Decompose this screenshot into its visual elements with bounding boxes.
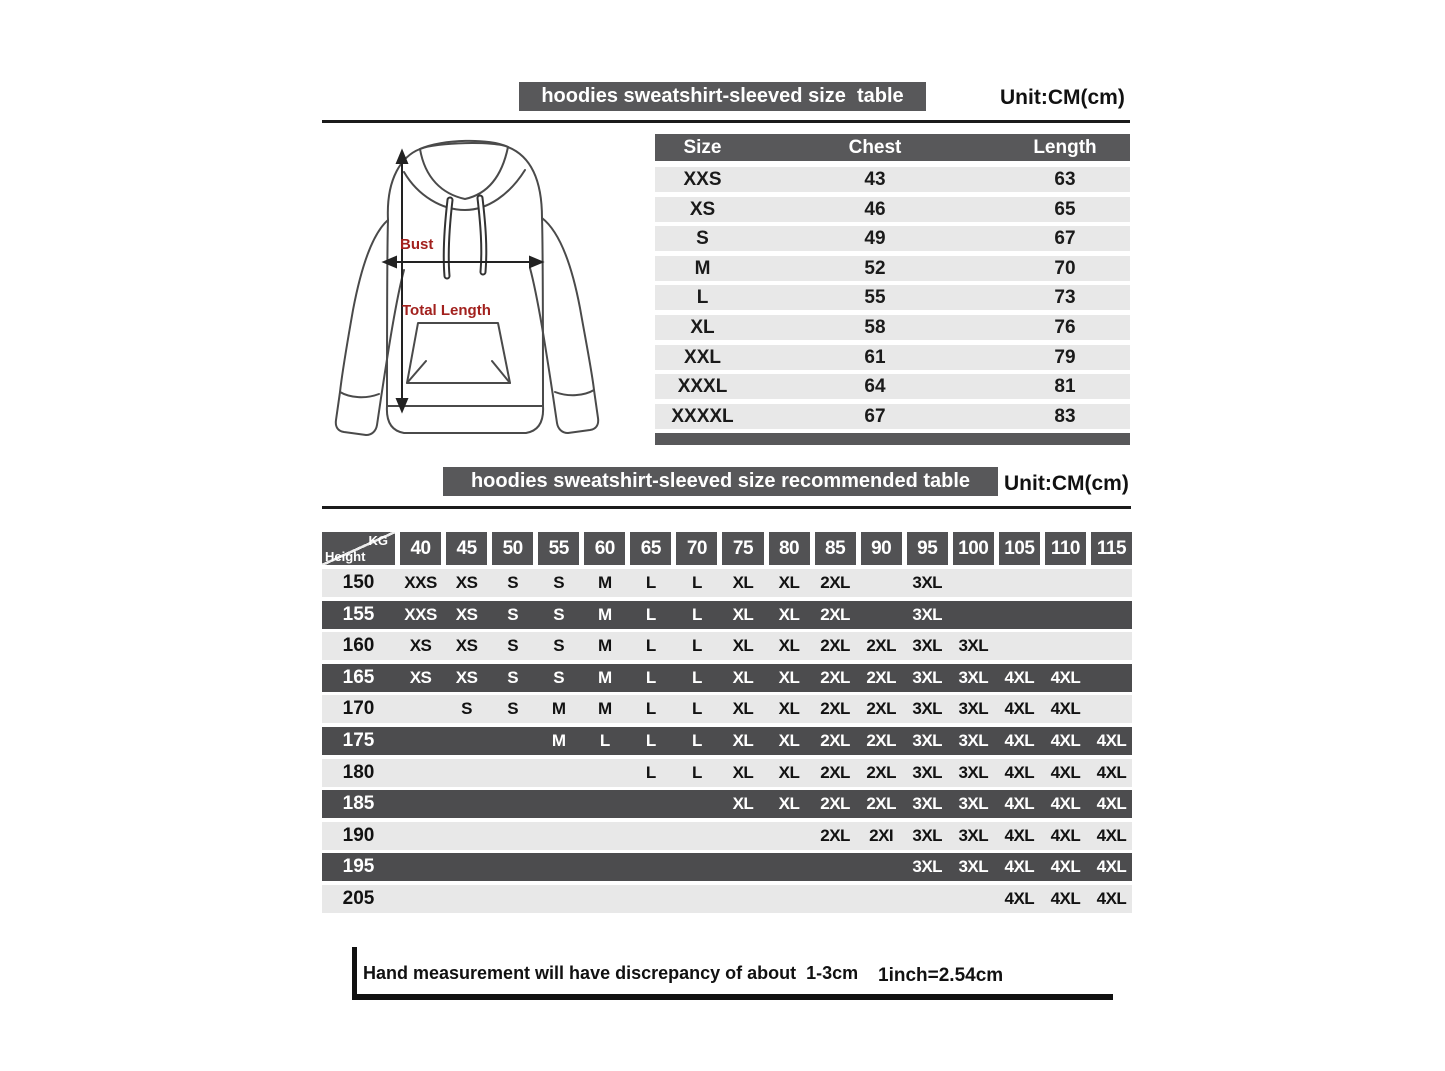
recommend-size-cell: XL	[778, 699, 800, 719]
weight-header-cell: 90	[861, 532, 902, 565]
size-table-cell-size: L	[696, 287, 709, 309]
recommend-table-title: hoodies sweatshirt-sleeved size recommended table	[470, 470, 971, 492]
size-table-row	[655, 197, 1130, 222]
recommend-size-cell: L	[599, 730, 610, 750]
recommend-size-cell: L	[645, 667, 656, 687]
recommend-size-cell: 4XL	[1096, 825, 1127, 845]
size-table-cell-chest: 64	[864, 376, 886, 398]
weight-header-cell: 115	[1091, 532, 1132, 565]
recommend-size-cell: M	[597, 699, 612, 719]
size-table-cell-size: XXXL	[677, 376, 728, 398]
recommend-table-row	[322, 664, 1132, 692]
recommend-size-cell: 2XL	[820, 794, 850, 814]
recommend-size-cell: 2XL	[820, 573, 850, 592]
recommend-size-cell: 4XL	[1004, 699, 1035, 719]
recommend-size-cell: XL	[778, 730, 800, 750]
recommend-size-cell: 4XL	[1004, 888, 1035, 908]
recommend-size-cell: 4XL	[1096, 730, 1127, 750]
height-row-label: 205	[342, 887, 375, 909]
recommend-size-cell: XS	[455, 636, 478, 656]
recommend-size-cell: 4XL	[1004, 825, 1035, 845]
recommend-size-cell: XXS	[404, 604, 437, 624]
size-table-cell-length: 70	[1054, 257, 1076, 279]
unit-label-bottom: Unit:CM(cm)	[1004, 472, 1129, 495]
recommend-size-cell: 4XL	[1050, 888, 1081, 908]
recommend-size-cell: L	[645, 604, 656, 624]
recommend-table-row	[322, 569, 1132, 597]
recommend-size-cell: XL	[732, 794, 754, 814]
size-table-cell-chest: 55	[864, 287, 886, 309]
recommend-table-row	[322, 632, 1132, 660]
recommend-size-cell: XL	[732, 762, 754, 782]
footer-corner-vertical-bar	[352, 947, 357, 999]
size-table-row	[655, 167, 1130, 192]
recommend-size-cell: XL	[778, 762, 800, 782]
recommend-size-cell: 4XL	[1004, 730, 1035, 750]
recommend-size-cell: L	[691, 699, 702, 719]
weight-header-cell: 60	[584, 532, 625, 565]
recommend-size-cell: XL	[732, 573, 754, 592]
recommend-size-cell: S	[461, 699, 473, 719]
recommend-size-cell: XS	[455, 667, 478, 687]
recommend-size-cell: XS	[409, 667, 432, 687]
recommend-table-body	[322, 569, 1132, 913]
recommend-table-row	[322, 822, 1132, 850]
height-row-label: 175	[342, 729, 375, 751]
recommend-size-cell: 2XL	[820, 825, 850, 845]
recommend-size-cell: 3XL	[912, 762, 943, 782]
size-table-cell-size: S	[696, 228, 709, 250]
recommend-size-cell: 4XL	[1004, 857, 1035, 877]
recommend-size-cell: XL	[778, 573, 800, 592]
recommend-size-cell: 3XL	[958, 667, 989, 687]
recommend-size-cell: S	[553, 604, 565, 624]
size-table-cell-length: 63	[1054, 169, 1076, 190]
recommend-size-cell: 4XL	[1004, 667, 1035, 687]
size-table-cell-length: 65	[1054, 198, 1076, 220]
divider-bottom	[322, 506, 1131, 509]
recommend-size-cell: XL	[732, 604, 754, 624]
recommend-size-cell: S	[553, 667, 565, 687]
recommend-size-cell: L	[691, 730, 702, 750]
height-row-label: 190	[342, 824, 375, 846]
height-row-label: 180	[342, 761, 375, 783]
bust-label: Bust	[400, 236, 434, 253]
recommend-size-cell: 3XL	[912, 604, 943, 624]
recommend-size-cell: XL	[732, 636, 754, 656]
recommend-size-cell: L	[645, 762, 656, 782]
recommend-size-cell: XL	[778, 667, 800, 687]
recommend-size-cell: XL	[778, 636, 800, 656]
footer-underline-bar	[352, 994, 1113, 1000]
size-table-cell-size: XXXXL	[671, 405, 734, 427]
recommend-size-cell: L	[691, 604, 702, 624]
height-row-label: 170	[342, 698, 375, 720]
recommend-size-cell: 2XL	[866, 730, 896, 750]
recommend-size-cell: 3XL	[912, 794, 943, 814]
recommend-size-cell: 4XL	[1004, 762, 1035, 782]
recommend-size-cell: L	[645, 573, 656, 592]
size-table-cell-size: M	[694, 257, 711, 279]
weight-header-cell: 45	[446, 532, 487, 565]
unit-label-top: Unit:CM(cm)	[1000, 86, 1125, 109]
size-table-cell-length: 81	[1054, 376, 1076, 398]
recommend-size-cell: 2XI	[869, 825, 894, 845]
recommend-size-cell: S	[553, 573, 565, 592]
kg-height-corner-cell	[322, 532, 395, 565]
size-table-cell-chest: 52	[864, 257, 886, 279]
recommend-size-cell: XL	[778, 794, 800, 814]
hoodie-line-drawing-icon	[330, 130, 610, 460]
recommend-size-cell: 3XL	[912, 573, 943, 592]
recommend-size-cell: M	[551, 699, 566, 719]
recommend-size-cell: 3XL	[912, 857, 943, 877]
recommend-size-cell: 3XL	[912, 730, 943, 750]
size-table-row	[655, 404, 1130, 429]
size-table-cell-chest: 46	[864, 198, 886, 220]
recommend-size-cell: S	[507, 667, 519, 687]
recommend-size-cell: XS	[455, 573, 478, 592]
weight-header-cell: 65	[630, 532, 671, 565]
recommend-size-cell: 2XL	[866, 762, 896, 782]
size-table-footer-bar	[655, 433, 1130, 445]
recommend-table-row	[322, 853, 1132, 881]
recommend-table-row	[322, 695, 1132, 723]
size-table-cell-size: XXS	[683, 169, 722, 190]
size-column-header: Size	[683, 137, 722, 158]
kg-corner-label: KG	[368, 533, 388, 548]
recommend-size-cell: 3XL	[958, 825, 989, 845]
recommend-size-cell: 4XL	[1050, 762, 1081, 782]
size-table-cell-chest: 58	[864, 316, 886, 338]
weight-header-cell: 55	[538, 532, 579, 565]
recommend-size-cell: XL	[732, 699, 754, 719]
height-row-label: 165	[342, 666, 375, 688]
recommend-size-cell: S	[507, 604, 519, 624]
recommend-table-title-bar	[443, 467, 998, 496]
recommend-size-cell: L	[645, 730, 656, 750]
weight-header-cell: 75	[722, 532, 763, 565]
recommend-size-cell: L	[691, 667, 702, 687]
recommend-table	[322, 532, 1132, 913]
recommend-size-cell: M	[597, 667, 612, 687]
size-table-cell-length: 76	[1054, 316, 1076, 338]
size-table-row	[655, 374, 1130, 399]
size-table-cell-chest: 49	[864, 228, 886, 250]
size-table-cell-length: 67	[1054, 228, 1076, 250]
recommend-size-cell: XS	[455, 604, 478, 624]
recommend-size-cell: 2XL	[866, 794, 896, 814]
total-length-label: Total Length	[402, 302, 491, 319]
weight-header-cell: 85	[815, 532, 856, 565]
recommend-size-cell: 2XL	[866, 636, 896, 656]
recommend-size-cell: 4XL	[1096, 888, 1127, 908]
weight-header-cell: 110	[1045, 532, 1086, 565]
recommend-size-cell: 4XL	[1004, 794, 1035, 814]
inch-conversion-note: 1inch=2.54cm	[878, 965, 1004, 986]
recommend-size-cell: 3XL	[958, 730, 989, 750]
recommend-size-cell: 2XL	[866, 667, 896, 687]
recommend-size-cell: 4XL	[1050, 730, 1081, 750]
recommend-size-cell: XL	[732, 667, 754, 687]
recommend-size-cell: 4XL	[1050, 699, 1081, 719]
recommend-size-cell: M	[597, 604, 612, 624]
size-table-row	[655, 345, 1130, 370]
recommend-size-cell: XS	[409, 636, 432, 656]
recommend-table-row	[322, 727, 1132, 755]
measurement-discrepancy-note: Hand measurement will have discrepancy of about 1-3cm	[363, 963, 859, 983]
divider-top	[322, 120, 1130, 123]
recommend-size-cell: XL	[732, 730, 754, 750]
recommend-size-cell: 3XL	[912, 825, 943, 845]
weight-header-cell: 40	[400, 532, 441, 565]
size-table-cell-size: XL	[690, 316, 715, 338]
recommend-size-cell: 2XL	[820, 699, 850, 719]
recommend-size-cell: 3XL	[912, 667, 943, 687]
recommend-size-cell: M	[597, 636, 612, 656]
recommend-size-cell: 3XL	[958, 636, 989, 656]
weight-header-cell: 100	[953, 532, 994, 565]
recommend-size-cell: 3XL	[958, 762, 989, 782]
size-table-row	[655, 256, 1130, 281]
weight-header-cell: 105	[999, 532, 1040, 565]
recommend-size-cell: S	[507, 573, 519, 592]
hoodie-measurement-diagram	[330, 130, 610, 460]
size-table-cell-size: XS	[689, 198, 716, 220]
recommend-size-cell: 2XL	[820, 762, 850, 782]
recommend-size-cell: L	[691, 762, 702, 782]
size-table-header-row	[655, 134, 1130, 161]
size-table-cell-length: 79	[1054, 346, 1076, 368]
recommend-size-cell: 3XL	[958, 857, 989, 877]
size-table-cell-chest: 61	[864, 346, 886, 368]
recommend-table-row	[322, 759, 1132, 787]
size-table-row	[655, 226, 1130, 251]
recommend-table-header-row	[322, 532, 1132, 565]
weight-header-cell: 80	[769, 532, 810, 565]
weight-header-cell: 95	[907, 532, 948, 565]
recommend-table-row	[322, 885, 1132, 913]
height-row-label: 150	[342, 572, 375, 593]
recommend-size-cell: S	[553, 636, 565, 656]
recommend-size-cell: 4XL	[1096, 794, 1127, 814]
recommend-size-cell: 4XL	[1050, 667, 1081, 687]
recommend-size-cell: 3XL	[958, 794, 989, 814]
recommend-size-cell: 2XL	[820, 636, 850, 656]
size-table-cell-size: XXL	[684, 346, 721, 368]
recommend-size-cell: 4XL	[1050, 794, 1081, 814]
size-table-cell-length: 83	[1054, 405, 1076, 427]
recommend-size-cell: L	[645, 636, 656, 656]
recommend-table-row	[322, 790, 1132, 818]
recommend-size-cell: M	[597, 573, 612, 592]
weight-header-cell: 70	[676, 532, 717, 565]
recommend-size-cell: 4XL	[1096, 857, 1127, 877]
recommend-size-cell: 2XL	[820, 667, 850, 687]
recommend-size-cell: S	[507, 636, 519, 656]
height-corner-label: Height	[325, 549, 366, 564]
recommend-size-cell: L	[691, 636, 702, 656]
size-table-body	[655, 167, 1130, 429]
size-table-row	[655, 315, 1130, 340]
size-table-title-bar	[519, 82, 926, 111]
weight-header-cell: 50	[492, 532, 533, 565]
recommend-size-cell: XXS	[404, 573, 437, 592]
recommend-size-cell: XL	[778, 604, 800, 624]
height-row-label: 185	[342, 793, 375, 815]
size-table-cell-length: 73	[1054, 287, 1076, 309]
size-table-cell-chest: 67	[864, 405, 886, 427]
recommend-size-cell: 4XL	[1050, 825, 1081, 845]
size-table-cell-chest: 43	[864, 169, 886, 190]
recommend-size-cell: 3XL	[958, 699, 989, 719]
length-column-header: Length	[1033, 137, 1097, 158]
size-table	[655, 134, 1130, 445]
recommend-size-cell: 2XL	[820, 730, 850, 750]
recommend-size-cell: S	[507, 699, 519, 719]
height-row-label: 155	[342, 603, 375, 625]
chest-column-header: Chest	[848, 137, 902, 158]
height-row-label: 160	[342, 635, 375, 657]
size-table-row	[655, 285, 1130, 310]
recommend-size-cell: 4XL	[1050, 857, 1081, 877]
recommend-size-cell: M	[551, 730, 566, 750]
recommend-size-cell: 2XL	[866, 699, 896, 719]
recommend-size-cell: 4XL	[1096, 762, 1127, 782]
recommend-size-cell: 3XL	[912, 699, 943, 719]
recommend-size-cell: L	[645, 699, 656, 719]
recommend-table-row	[322, 601, 1132, 629]
size-table-title: hoodies sweatshirt-sleeved size table	[541, 85, 904, 107]
recommend-size-cell: L	[691, 573, 702, 592]
height-row-label: 195	[342, 856, 375, 878]
recommend-size-cell: 3XL	[912, 636, 943, 656]
recommend-size-cell: 2XL	[820, 604, 850, 624]
